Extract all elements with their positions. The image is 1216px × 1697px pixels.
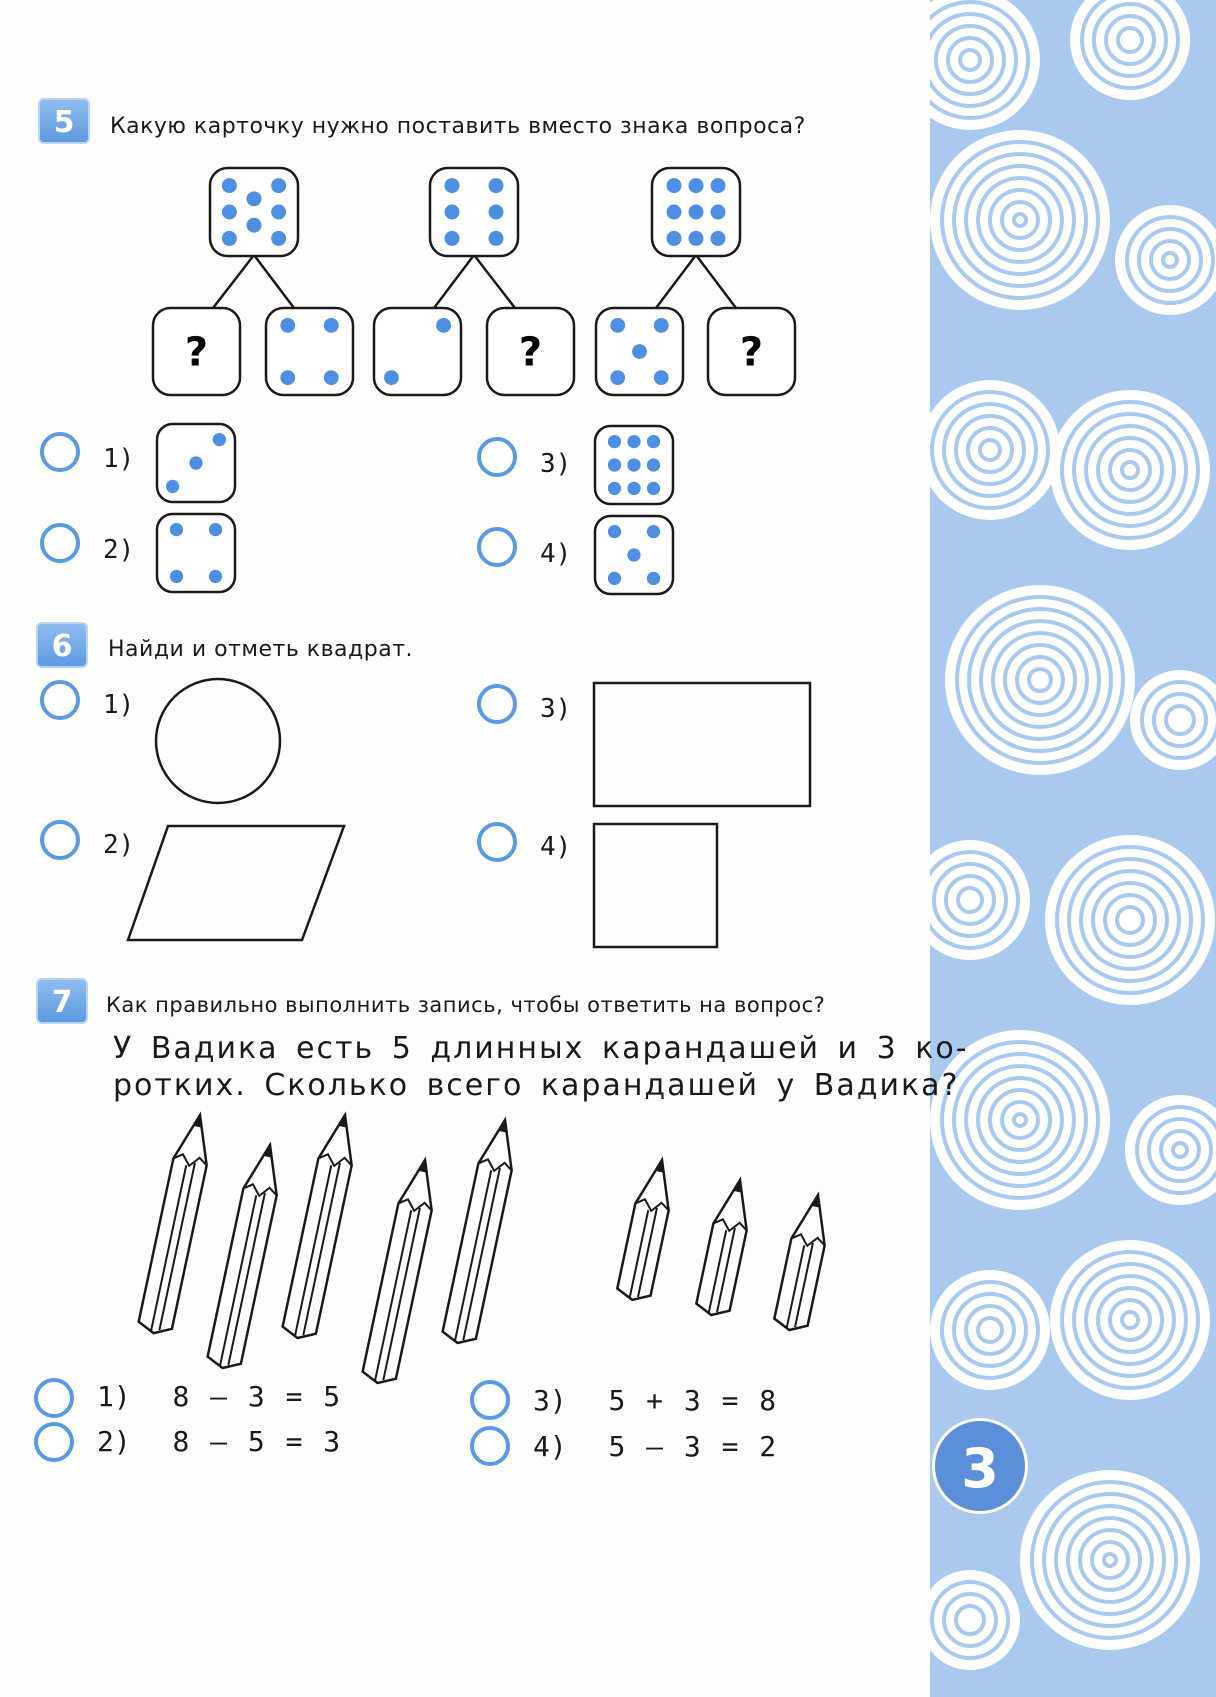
pip	[689, 231, 704, 246]
pip	[280, 318, 295, 333]
long-pencil-2	[206, 1141, 287, 1371]
pip	[271, 231, 286, 246]
pip	[170, 570, 183, 583]
task-7-story-line-2: ротких. Сколько всего карандашей у Вадика?	[113, 1068, 960, 1103]
top-card-1	[210, 168, 298, 256]
short-pencil-2	[695, 1176, 757, 1318]
task-7-question: Как правильно выполнить запись, чтобы ответить на вопрос?	[106, 993, 826, 1017]
pip	[384, 370, 399, 385]
task-6-badge: 6	[36, 622, 88, 668]
option-card-1	[157, 424, 235, 502]
pip	[632, 344, 647, 359]
pip	[445, 178, 460, 193]
task-5-option-4-label: 4)	[540, 539, 572, 569]
long-pencil-5	[441, 1116, 522, 1346]
long-pencil-1	[137, 1111, 217, 1336]
option-equation: 8 – 5 = 3	[172, 1425, 341, 1458]
shape-parallelogram	[128, 826, 344, 940]
pip	[222, 231, 237, 246]
task-7-option-1-radio[interactable]	[34, 1378, 74, 1418]
task-7-option-1	[97, 1380, 340, 1413]
pip	[445, 205, 460, 220]
pip	[711, 205, 726, 220]
pip	[647, 572, 660, 585]
short-pencil-1	[616, 1156, 679, 1303]
pencils-illustration	[0, 1105, 900, 1375]
task-5-question: Какую карточку нужно поставить вместо знака вопроса?	[110, 114, 806, 139]
pip	[608, 482, 621, 495]
option-card-3	[595, 426, 673, 504]
task-7-option-2-radio[interactable]	[34, 1422, 74, 1462]
pip	[654, 318, 669, 333]
pip	[213, 433, 226, 446]
page-number: 3	[932, 1418, 1028, 1514]
option-equation: 5 + 3 = 8	[608, 1384, 777, 1417]
pip	[667, 178, 682, 193]
pip	[610, 370, 625, 385]
left-card-3	[596, 308, 683, 395]
pip	[247, 191, 262, 206]
top-card-3	[652, 168, 740, 256]
task-7-option-3	[533, 1384, 776, 1417]
short-pencil-3	[773, 1191, 835, 1333]
option-card-4	[595, 516, 673, 594]
task-5-option-3-label: 3)	[540, 449, 572, 479]
pip	[627, 548, 640, 561]
task-6-option-1-label: 1)	[103, 690, 135, 720]
pip	[711, 178, 726, 193]
pip	[489, 178, 504, 193]
pip	[689, 205, 704, 220]
left-card-2	[374, 308, 461, 395]
dice-trees	[0, 160, 900, 410]
pip	[324, 318, 339, 333]
task-5-option-1-label: 1)	[103, 444, 135, 474]
pip	[436, 318, 451, 333]
option-equation: 5 – 3 = 2	[608, 1430, 777, 1463]
option-label: 2)	[97, 1425, 131, 1458]
question-mark: ?	[739, 329, 764, 376]
pip	[166, 480, 179, 493]
task-7-option-3-radio[interactable]	[470, 1380, 510, 1420]
task-7-story-line-1: У Вадика есть 5 длинных карандашей и 3 ко-	[113, 1031, 969, 1066]
pip	[610, 318, 625, 333]
pip	[271, 205, 286, 220]
task-6-shapes	[0, 670, 900, 970]
pip	[627, 435, 640, 448]
pip	[667, 231, 682, 246]
pip	[608, 572, 621, 585]
shape-rectangle	[594, 683, 810, 806]
question-mark: ?	[518, 329, 543, 376]
task-6-option-2-label: 2)	[103, 830, 135, 860]
pip	[489, 231, 504, 246]
pip	[608, 458, 621, 471]
option-label: 3)	[533, 1384, 567, 1417]
pip	[647, 435, 660, 448]
pip	[689, 178, 704, 193]
pip	[489, 205, 504, 220]
shape-square	[594, 824, 717, 947]
pip	[667, 205, 682, 220]
pip	[280, 370, 295, 385]
right-card-2	[487, 308, 574, 395]
task-7-option-4-radio[interactable]	[470, 1426, 510, 1466]
task-5-option-2-label: 2)	[103, 535, 135, 565]
pip	[654, 370, 669, 385]
pip	[647, 482, 660, 495]
right-card-3	[708, 308, 795, 395]
task-5-option-dice	[0, 420, 700, 620]
pip	[324, 370, 339, 385]
task-7-option-4	[533, 1430, 776, 1463]
pip	[222, 178, 237, 193]
left-card-1	[153, 308, 240, 395]
pip	[647, 458, 660, 471]
pip	[627, 482, 640, 495]
right-card-1	[266, 308, 353, 395]
task-6-question: Найди и отметь квадрат.	[108, 637, 413, 662]
question-mark: ?	[184, 329, 209, 376]
pip	[271, 178, 286, 193]
task-6-option-3-label: 3)	[540, 694, 572, 724]
pip	[189, 456, 202, 469]
task-5-badge: 5	[38, 98, 90, 144]
pip	[247, 218, 262, 233]
long-pencil-3	[281, 1111, 362, 1341]
pip	[222, 205, 237, 220]
pip	[209, 523, 222, 536]
task-7-badge: 7	[36, 978, 88, 1024]
pip	[170, 523, 183, 536]
pip	[711, 231, 726, 246]
top-card-2	[430, 168, 518, 256]
pip	[209, 570, 222, 583]
task-6-option-4-label: 4)	[540, 832, 572, 862]
pip	[608, 435, 621, 448]
option-label: 1)	[97, 1380, 131, 1413]
shape-circle	[156, 679, 280, 803]
task-7-option-2	[97, 1425, 340, 1458]
pip	[647, 525, 660, 538]
option-equation: 8 – 3 = 5	[172, 1380, 341, 1413]
option-label: 4)	[533, 1430, 567, 1463]
option-card-2	[157, 514, 235, 592]
long-pencil-4	[361, 1156, 442, 1386]
pip	[627, 458, 640, 471]
pip	[608, 525, 621, 538]
pip	[445, 231, 460, 246]
